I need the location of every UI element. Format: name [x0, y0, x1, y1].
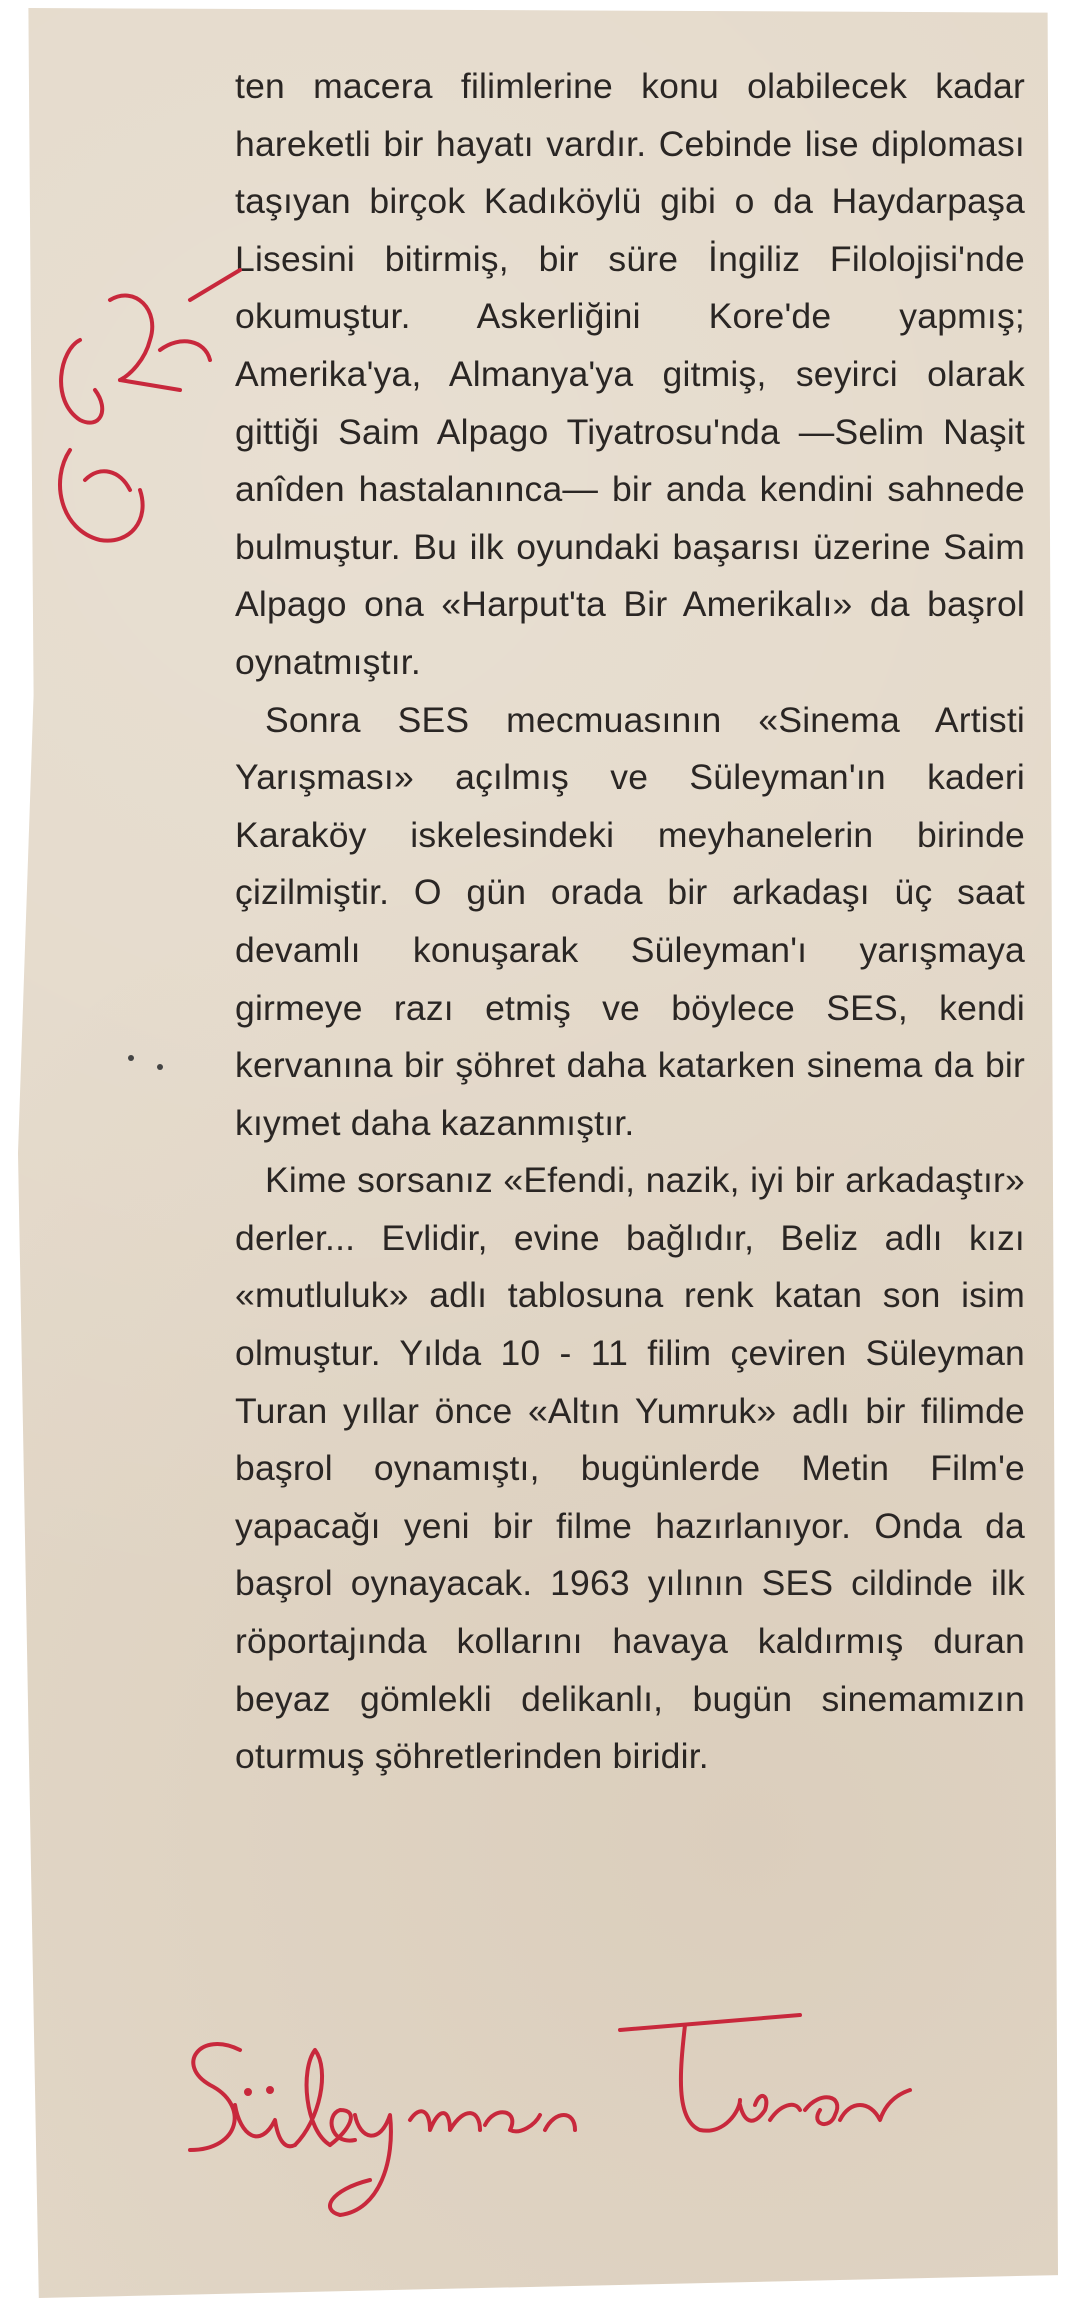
- print-speck: [157, 1064, 163, 1070]
- article-paragraph-2: Sonra SES mecmuasının «Sinema Artisti Yarışması» açılmış ve Süleyman'ın kaderi Karaköy iskelesindeki meyhanelerin birinde çizilmiştir. O gün orada bir arkadaşı üç saat devamlı konuşarak Süleyman'ı yarışmaya girmeye razı etmiş ve böylece SES, kendi kervanına bir şöhret daha katarken sinema da bir kıymet daha kazanmıştır.: [235, 699, 1025, 1143]
- print-speck: [128, 1055, 134, 1061]
- handwritten-margin-number: [40, 280, 240, 600]
- article-body: [235, 58, 1025, 1786]
- article-paragraph-1: ten macera filimlerine konu olabilecek kadar hareketli bir hayatı vardır. Cebinde lise diploması taşıyan birçok Kadıköylü gibi o da Haydarpaşa Lisesini bitirmiş, bir süre İngiliz Filolojisi'nde okumuştur. Askerliğini Kore'de yapmış; Amerika'ya, Almanya'ya gitmiş, seyirci olarak gittiği Saim Alpago Tiyatrosu'nda —Selim Naşit anîden hastalanınca— bir anda kendini sahnede bulmuştur. Bu ilk oyundaki başarısı üzerine Saim Alpago ona «Harput'ta Bir Amerikalı» da başrol oynatmıştır.: [235, 66, 1025, 682]
- handwritten-signature: [180, 2010, 960, 2220]
- article-paragraph-3: Kime sorsanız «Efendi, nazik, iyi bir arkadaştır» derler... Evlidir, evine bağlıdır, Beliz adlı kızı «mutluluk» adlı tablosuna renk katan son isim olmuştur. Yılda 10 - 11 filim çeviren Süleyman Turan yıllar önce «Altın Yumruk» adlı bir filimde başrol oynamıştı, bugünlerde Metin Film'e yapacağı yeni bir filme hazırlanıyor. Onda da başrol oynayacak. 1963 yılının SES cildinde ilk röportajında kollarını havaya kaldırmış duran beyaz gömlekli delikanlı, bugün sinemamızın oturmuş şöhretlerinden biridir.: [235, 1160, 1025, 1777]
